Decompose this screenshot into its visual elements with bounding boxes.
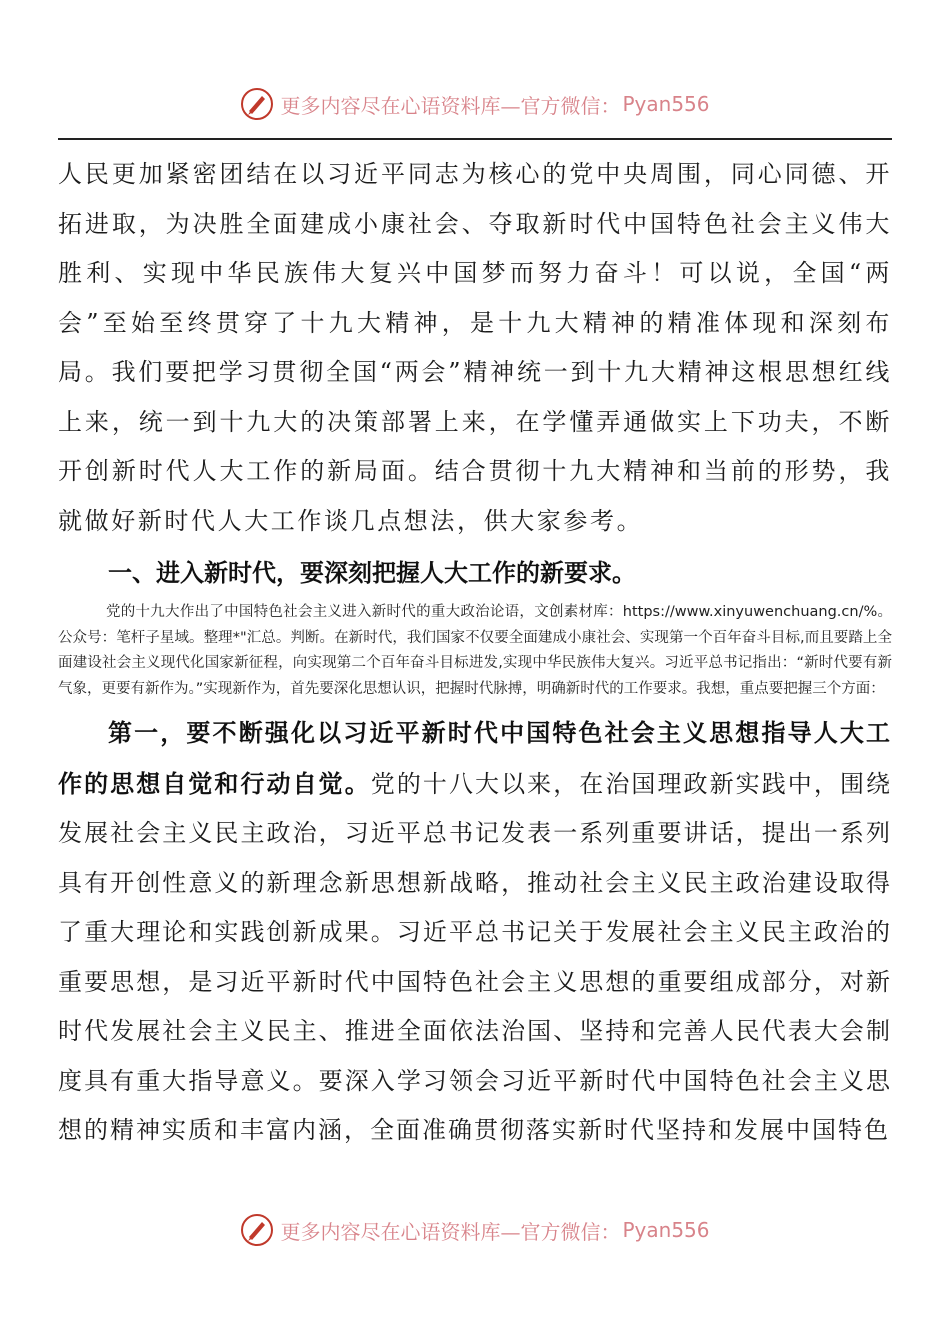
- section-heading-1: 一、进入新时代，要深刻把握人大工作的新要求。: [108, 559, 636, 587]
- watermark-handle: Pyan556: [622, 92, 710, 116]
- footer-watermark: [0, 1210, 950, 1250]
- pen-logo-icon: [240, 1213, 274, 1247]
- header-divider: [58, 138, 892, 140]
- paragraph-first-point: [58, 708, 892, 1156]
- first-point-text: 党的十八大以来，在治国理政新实践中，围绕发展社会主义民主政治，习近平总书记发表一系列重要讲话，提出一系列具有开创性意义的新理念新思想新战略，推动社会主义民主政治建设取得了重大理论和实践创新成果。习近平总书记关于发展社会主义民主政治的重要思想，是习近平新时代中国特色社会主义思想的重要组成部分，对新时代发展社会主义民主、推进全面依法治国、坚持和完善人民代表大会制度具有重大指导意义。要深入学习领会习近平新时代中国特色社会主义思想的精神实质和丰富内涵，全面准确贯彻落实新时代坚持和发展中国特色: [58, 769, 893, 1145]
- watermark-text: 更多内容尽在心语资料库—官方微信：: [280, 93, 621, 118]
- header-watermark: [0, 84, 950, 124]
- paragraph-intro: 人民更加紧密团结在以习近平同志为核心的党中央周围，同心同德、开拓进取，为决胜全面建成小康社会、夺取新时代中国特色社会主义伟大胜利、实现中华民族伟大复兴中国梦而努力奋斗！可以说，全国“两会”至始至终贯穿了十九大精神，是十九大精神的精准体现和深刻布局。我们要把学习贯彻全国“两会”精神统一到十九大精神这根思想红线上来，统一到十九大的决策部署上来，在学懂弄通做实上下功夫，不断开创新时代人大工作的新局面。结合贯彻十九大精神和当前的形势，我就做好新时代人大工作谈几点想法，供大家参考。: [58, 160, 892, 535]
- document-body: [58, 150, 892, 1156]
- watermark-handle: Pyan556: [622, 1218, 710, 1242]
- first-point-lead: 第一，要不断强化以习近平新时代中国特色社会主义思想指导人大工作的思想自觉和行动自觉。: [58, 718, 892, 798]
- watermark-text: 更多内容尽在心语资料库—官方微信：: [280, 1219, 621, 1244]
- paragraph-small-print: 党的十九大作出了中国特色社会主义进入新时代的重大政治论语，文创素材库：https://www.xinyuwenchuang.cn/%。公众号：笔杆子星域。整理*"汇总。判断。在新时代，我们国家不仅要全面建成小康社会、实现第一个百年奋斗目标,而且要踏上全面建设社会主义现代化国家新征程，向实现第二个百年奋斗目标进发,实现中华民族伟大复兴。习近平总书记指出：“新时代要有新气象，更要有新作为。”实现新作为，首先要深化思想认识，把握时代脉搏，明确新时代的工作要求。我想，重点要把握三个方面：: [58, 604, 892, 697]
- pen-logo-icon: [240, 87, 274, 121]
